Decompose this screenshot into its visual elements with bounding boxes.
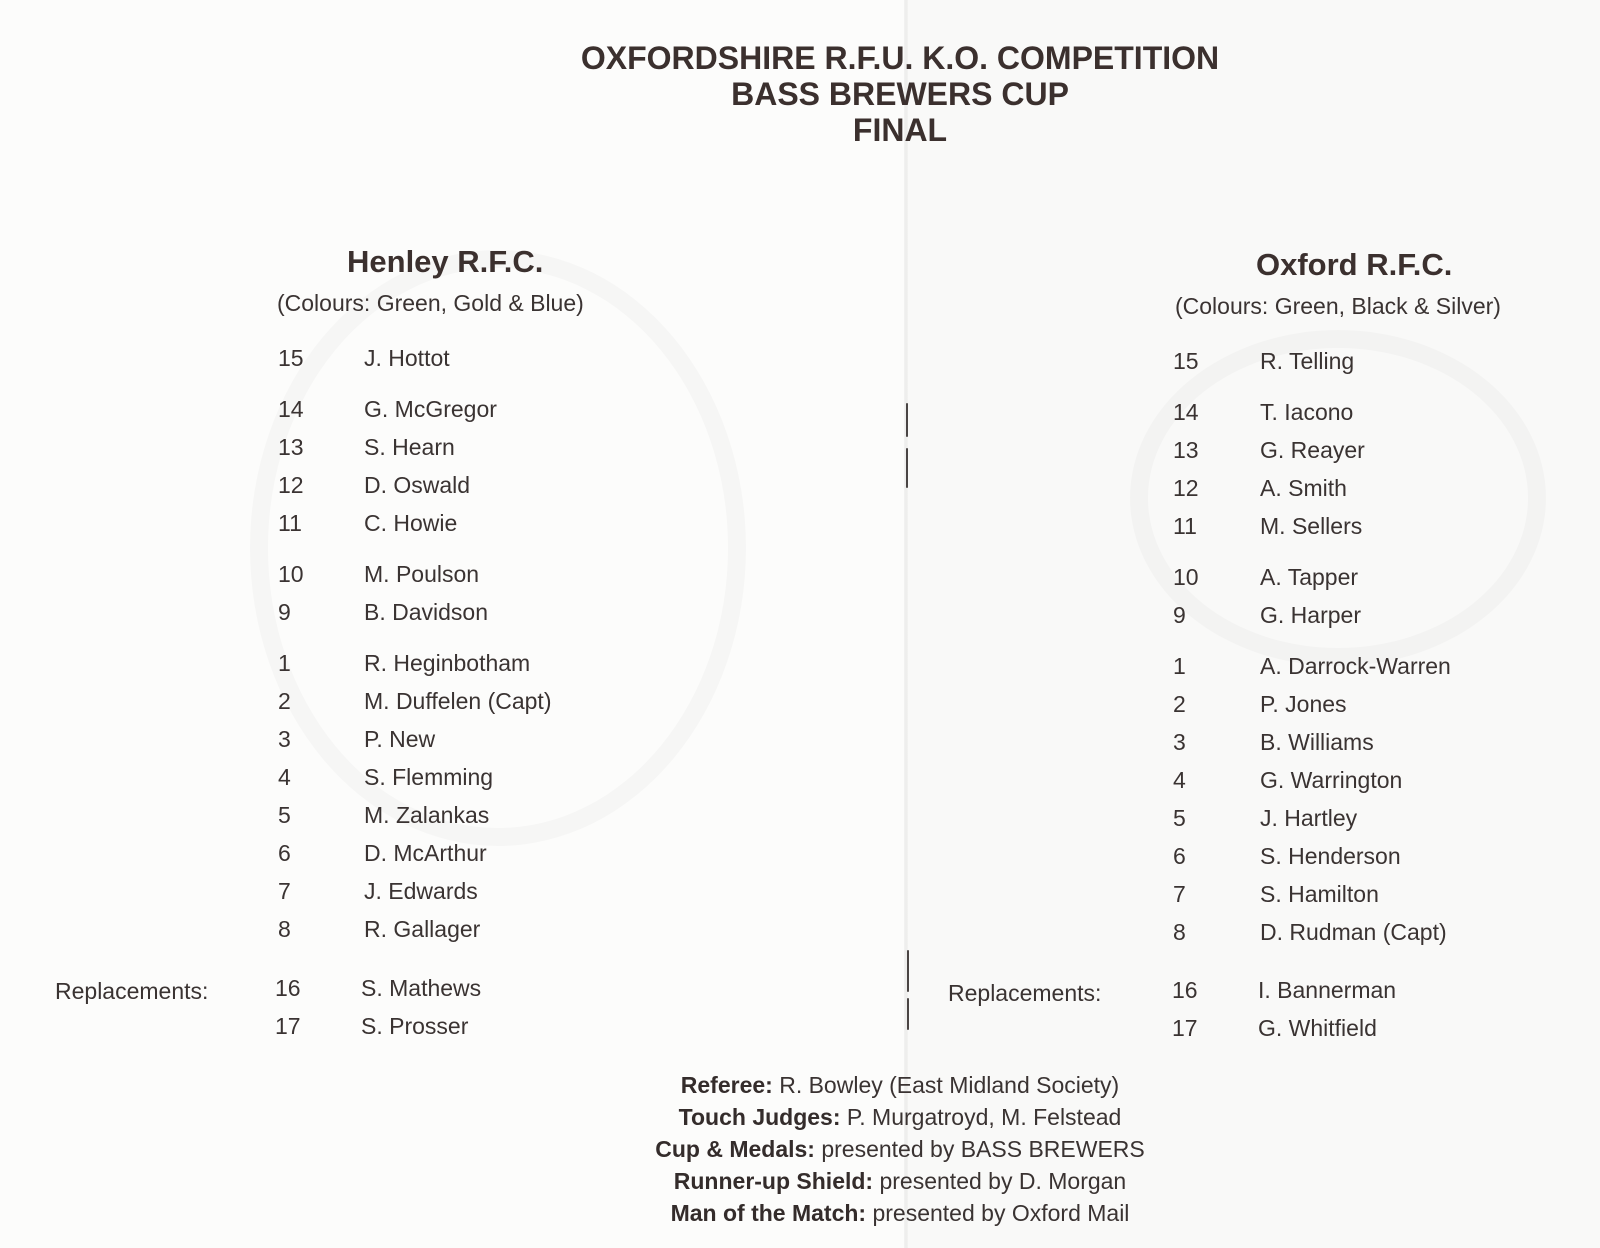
player-number: 4 <box>1173 767 1186 793</box>
player-number: 4 <box>278 764 291 790</box>
player-name: A. Smith <box>1260 475 1347 501</box>
player-number: 7 <box>1173 881 1186 907</box>
official-line-touch-judges <box>500 1101 1300 1133</box>
player-name: J. Hottot <box>364 345 450 371</box>
player-number: 11 <box>1173 513 1197 539</box>
player-name: B. Williams <box>1260 729 1374 755</box>
player-name: G. Whitfield <box>1258 1015 1377 1041</box>
page-fold <box>904 0 908 1248</box>
player-number: 17 <box>275 1013 301 1039</box>
player-number: 8 <box>278 916 291 942</box>
watermark-crest-left <box>250 250 746 846</box>
official-label: Runner-up Shield: <box>673 1168 874 1194</box>
player-number: 2 <box>278 688 291 714</box>
player-name: P. Jones <box>1260 691 1347 717</box>
player-number: 13 <box>1173 437 1199 463</box>
player-name: S. Henderson <box>1260 843 1401 869</box>
player-number: 10 <box>1173 564 1199 590</box>
player-name: J. Hartley <box>1260 805 1358 831</box>
player-number: 5 <box>1173 805 1186 831</box>
player-name: C. Howie <box>364 510 458 536</box>
cup-title: BASS BREWERS CUP <box>731 76 1069 112</box>
player-name: P. New <box>364 726 436 752</box>
player-number: 9 <box>278 599 291 625</box>
official-line-referee <box>500 1069 1300 1101</box>
player-number: 13 <box>278 434 304 460</box>
player-name: A. Tapper <box>1260 564 1359 590</box>
staple-bottom-lower <box>907 998 909 1030</box>
staple-top <box>906 403 908 437</box>
official-line-man-of-match <box>500 1197 1300 1229</box>
home-team-colours: (Colours: Green, Gold & Blue) <box>277 290 584 316</box>
staple-bottom <box>907 950 909 992</box>
player-number: 7 <box>278 878 291 904</box>
player-name: T. Iacono <box>1260 399 1354 425</box>
player-number: 12 <box>278 472 304 498</box>
player-name: A. Darrock-Warren <box>1260 653 1451 679</box>
home-replacements-label: Replacements: <box>55 978 209 1004</box>
player-name: M. Zalankas <box>364 802 490 828</box>
away-replacements-label: Replacements: <box>948 980 1102 1006</box>
away-team-colours: (Colours: Green, Black & Silver) <box>1175 293 1501 319</box>
player-number: 9 <box>1173 602 1186 628</box>
player-name: R. Heginbotham <box>364 650 531 676</box>
player-number: 10 <box>278 561 304 587</box>
player-number: 1 <box>278 650 291 676</box>
player-name: S. Hearn <box>364 434 455 460</box>
player-name: M. Poulson <box>364 561 480 587</box>
official-label: Referee: <box>680 1072 773 1098</box>
player-name: B. Davidson <box>364 599 489 625</box>
official-value: presented by Oxford Mail <box>866 1200 1130 1226</box>
player-number: 3 <box>278 726 291 752</box>
player-number: 14 <box>1173 399 1199 425</box>
official-label: Cup & Medals: <box>655 1136 815 1162</box>
player-name: G. Harper <box>1260 602 1361 628</box>
player-name: S. Flemming <box>364 764 494 790</box>
player-number: 11 <box>278 510 302 536</box>
player-name: S. Prosser <box>361 1013 469 1039</box>
official-label: Man of the Match: <box>670 1200 867 1226</box>
player-name: G. Reayer <box>1260 437 1365 463</box>
player-number: 16 <box>275 975 301 1001</box>
official-value: R. Bowley (East Midland Society) <box>772 1072 1120 1098</box>
player-number: 12 <box>1173 475 1199 501</box>
player-number: 1 <box>1173 653 1186 679</box>
official-line-runner-up-shield <box>500 1165 1300 1197</box>
official-label: Touch Judges: <box>678 1104 841 1130</box>
player-name: M. Sellers <box>1260 513 1363 539</box>
player-number: 2 <box>1173 691 1186 717</box>
player-number: 15 <box>1173 348 1199 374</box>
player-number: 3 <box>1173 729 1186 755</box>
competition-title: OXFORDSHIRE R.F.U. K.O. COMPETITION <box>580 40 1220 76</box>
player-number: 6 <box>1173 843 1186 869</box>
player-number: 14 <box>278 396 304 422</box>
official-value: P. Murgatroyd, M. Felstead <box>840 1104 1122 1130</box>
away-team-name: Oxford R.F.C. <box>1256 247 1453 282</box>
player-number: 5 <box>278 802 291 828</box>
player-name: R. Telling <box>1260 348 1355 374</box>
player-name: I. Bannerman <box>1258 977 1397 1003</box>
player-name: D. McArthur <box>364 840 487 866</box>
player-name: S. Hamilton <box>1260 881 1379 907</box>
player-name: J. Edwards <box>364 878 478 904</box>
player-number: 15 <box>278 345 304 371</box>
staple-top-lower <box>906 448 908 488</box>
player-name: G. McGregor <box>364 396 497 422</box>
official-line-cup-medals <box>500 1133 1300 1165</box>
player-name: R. Gallager <box>364 916 481 942</box>
player-number: 17 <box>1172 1015 1198 1041</box>
player-name: G. Warrington <box>1260 767 1403 793</box>
player-number: 8 <box>1173 919 1186 945</box>
official-value: presented by BASS BREWERS <box>814 1136 1145 1162</box>
match-officials <box>500 1069 1300 1229</box>
home-team-name: Henley R.F.C. <box>347 244 544 279</box>
player-name: S. Mathews <box>361 975 482 1001</box>
player-number: 16 <box>1172 977 1198 1003</box>
player-number: 6 <box>278 840 291 866</box>
final-title: FINAL <box>852 112 948 148</box>
player-name: D. Rudman (Capt) <box>1260 919 1447 945</box>
player-name: M. Duffelen (Capt) <box>364 688 552 714</box>
player-name: D. Oswald <box>364 472 471 498</box>
official-value: presented by D. Morgan <box>873 1168 1127 1194</box>
